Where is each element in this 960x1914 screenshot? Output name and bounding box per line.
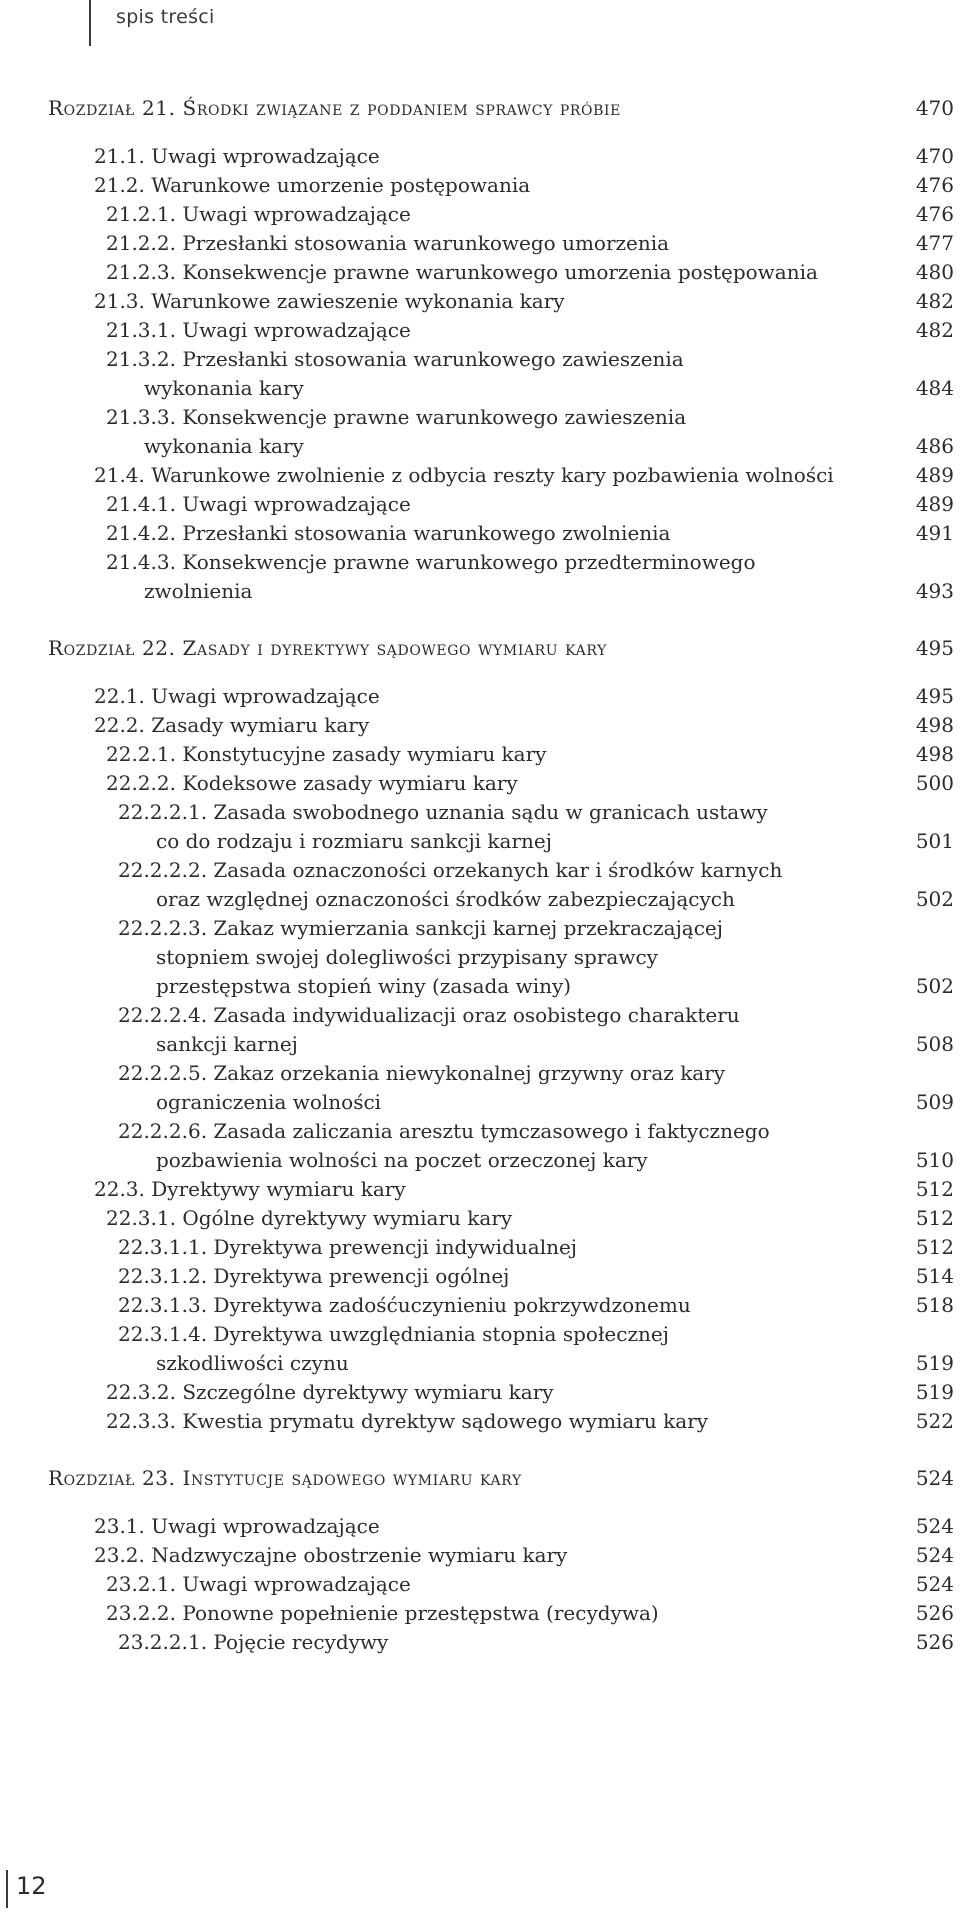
- toc-entry-page-number: 512: [915, 1235, 954, 1259]
- toc-entry-title-line: 21.2.1. Uwagi wprowadzające: [106, 202, 411, 226]
- toc-entry[interactable]: [48, 461, 954, 490]
- toc-entry-title-line: 22.3.1.2. Dyrektywa prewencji ogólnej: [118, 1264, 510, 1288]
- toc-entry-page-number: 501: [915, 829, 954, 853]
- toc-entry-title-line: 23.2.1. Uwagi wprowadzające: [106, 1572, 411, 1596]
- chapter-page-number: 495: [915, 636, 954, 660]
- toc-entry-page-number: 493: [915, 579, 954, 603]
- toc-entry[interactable]: [48, 171, 954, 200]
- toc-entry-title-line: 22.2.2.6. Zasada zaliczania aresztu tymczasowego i faktycznego: [118, 1119, 770, 1143]
- page-number-rule: [6, 1870, 8, 1908]
- toc-entry[interactable]: [48, 682, 954, 711]
- toc-entry[interactable]: [48, 1570, 954, 1599]
- toc-entry[interactable]: [48, 519, 954, 548]
- toc-entry-page-number: 477: [915, 231, 954, 255]
- toc-entry-title-line: szkodliwości czynu: [156, 1351, 349, 1375]
- toc-entry[interactable]: [48, 1628, 954, 1657]
- toc-entry-title-line: 21.2. Warunkowe umorzenie postępowania: [94, 173, 531, 197]
- toc-entry-title-line: 22.3.3. Kwestia prymatu dyrektyw sądowego wymiaru kary: [106, 1409, 709, 1433]
- toc-entry[interactable]: [48, 914, 954, 1001]
- toc-entry-title-line: 22.3.1.4. Dyrektywa uwzględniania stopnia społecznej: [118, 1322, 669, 1346]
- toc-entry-title-line: 22.2.2.3. Zakaz wymierzania sankcji karnej przekraczającej: [118, 916, 723, 940]
- toc-entry-title-line: 22.3.1.3. Dyrektywa zadośćuczynieniu pokrzywdzonemu: [118, 1293, 691, 1317]
- toc-entry-page-number: 476: [915, 173, 954, 197]
- toc-entry[interactable]: [48, 1599, 954, 1628]
- toc-entry-title-line: wykonania kary: [144, 376, 304, 400]
- toc-entry[interactable]: [48, 403, 954, 461]
- toc-entry-page-number: 470: [915, 144, 954, 168]
- toc-entry-page-number: 509: [915, 1090, 954, 1114]
- chapter-entries: [48, 682, 958, 1436]
- chapter-heading[interactable]: [48, 96, 954, 120]
- toc-entry[interactable]: [48, 1262, 954, 1291]
- toc-entry-title-line: zwolnienia: [144, 579, 253, 603]
- toc-entry[interactable]: [48, 200, 954, 229]
- toc-entry-page-number: 486: [915, 434, 954, 458]
- toc-entry-title-line: 22.2. Zasady wymiaru kary: [94, 713, 370, 737]
- toc-entry-page-number: 484: [915, 376, 954, 400]
- toc-entry[interactable]: [48, 548, 954, 606]
- chapter-entries: [48, 1512, 958, 1657]
- toc-entry-title-line: 23.2.2. Ponowne popełnienie przestępstwa (recydywa): [106, 1601, 659, 1625]
- toc-entry-title-line: 22.2.2.4. Zasada indywidualizacji oraz osobistego charakteru: [118, 1003, 740, 1027]
- toc-entry-title-line: 22.2.2.1. Zasada swobodnego uznania sądu w granicach ustawy: [118, 800, 768, 824]
- toc-entry-page-number: 489: [915, 463, 954, 487]
- toc-entry-page-number: 502: [915, 974, 954, 998]
- toc-entry[interactable]: [48, 798, 954, 856]
- toc-entry-title-line: 22.2.2. Kodeksowe zasady wymiaru kary: [106, 771, 518, 795]
- toc-entry-title-line: sankcji karnej: [156, 1032, 298, 1056]
- toc-entry-title-line: 21.3.2. Przesłanki stosowania warunkowego zawieszenia: [106, 347, 684, 371]
- toc-entry-title-line: 22.2.2.5. Zakaz orzekania niewykonalnej grzywny oraz kary: [118, 1061, 726, 1085]
- toc-entry-page-number: 510: [915, 1148, 954, 1172]
- toc-entry-title-line: 21.3.3. Konsekwencje prawne warunkowego zawieszenia: [106, 405, 687, 429]
- toc-entry-page-number: 512: [915, 1206, 954, 1230]
- chapter-title: Rozdział 22. Zasady i dyrektywy sądowego wymiaru kary: [48, 636, 607, 660]
- chapter-heading[interactable]: [48, 636, 954, 660]
- toc-entry-page-number: 512: [915, 1177, 954, 1201]
- toc-entry-title-line: 21.4.2. Przesłanki stosowania warunkowego zwolnienia: [106, 521, 671, 545]
- toc-entry-title-line: 21.4. Warunkowe zwolnienie z odbycia reszty kary pozbawienia wolności: [94, 463, 834, 487]
- toc-entry-page-number: 524: [915, 1543, 954, 1567]
- toc-entry-title-line: 22.3. Dyrektywy wymiaru kary: [94, 1177, 406, 1201]
- toc-entry[interactable]: [48, 1378, 954, 1407]
- toc-entry[interactable]: [48, 1291, 954, 1320]
- toc-entry[interactable]: [48, 711, 954, 740]
- chapter-page-number: 470: [915, 96, 954, 120]
- toc-entry[interactable]: [48, 1175, 954, 1204]
- toc-entry[interactable]: [48, 142, 954, 171]
- toc-entry-page-number: 489: [915, 492, 954, 516]
- toc-entry[interactable]: [48, 1320, 954, 1378]
- toc-entry-title-line: 21.3. Warunkowe zawieszenie wykonania kary: [94, 289, 565, 313]
- toc-entry-page-number: 526: [915, 1630, 954, 1654]
- toc-entry[interactable]: [48, 1407, 954, 1436]
- toc-entry-title-line: 22.3.1. Ogólne dyrektywy wymiaru kary: [106, 1206, 513, 1230]
- toc-entry-title-line: 22.2.2.2. Zasada oznaczoności orzekanych kar i środków karnych: [118, 858, 783, 882]
- toc-entry-title-line: oraz względnej oznaczoności środków zabezpieczających: [156, 887, 735, 911]
- toc-entry-page-number: 519: [915, 1351, 954, 1375]
- toc-entry-page-number: 491: [915, 521, 954, 545]
- toc-entry-title-line: 22.3.1.1. Dyrektywa prewencji indywidualnej: [118, 1235, 578, 1259]
- toc-entry[interactable]: [48, 345, 954, 403]
- toc-entry-page-number: 502: [915, 887, 954, 911]
- page-number: 12: [16, 1872, 47, 1900]
- toc-entry[interactable]: [48, 316, 954, 345]
- toc-entry-title-line: 21.2.3. Konsekwencje prawne warunkowego umorzenia postępowania: [106, 260, 818, 284]
- toc-entry-page-number: 522: [915, 1409, 954, 1433]
- table-of-contents: [48, 96, 958, 1687]
- toc-entry-title-line: 21.1. Uwagi wprowadzające: [94, 144, 380, 168]
- toc-entry-page-number: 500: [915, 771, 954, 795]
- chapter-entries: [48, 142, 958, 606]
- toc-entry[interactable]: [48, 740, 954, 769]
- toc-entry-page-number: 498: [915, 713, 954, 737]
- toc-entry-page-number: 526: [915, 1601, 954, 1625]
- toc-entry-title-line: 22.2.1. Konstytucyjne zasady wymiaru kary: [106, 742, 547, 766]
- toc-entry[interactable]: [48, 1059, 954, 1117]
- toc-entry[interactable]: [48, 1204, 954, 1233]
- toc-entry[interactable]: [48, 258, 954, 287]
- header-rule: [89, 0, 91, 46]
- toc-entry-page-number: 480: [915, 260, 954, 284]
- toc-entry-title-line: wykonania kary: [144, 434, 304, 458]
- toc-entry-page-number: 518: [915, 1293, 954, 1317]
- toc-entry-title-line: 21.2.2. Przesłanki stosowania warunkowego umorzenia: [106, 231, 670, 255]
- toc-entry-title-line: stopniem swojej dolegliwości przypisany sprawcy: [156, 945, 658, 969]
- toc-entry-page-number: 508: [915, 1032, 954, 1056]
- toc-entry[interactable]: [48, 1117, 954, 1175]
- toc-entry-title-line: 21.4.1. Uwagi wprowadzające: [106, 492, 411, 516]
- toc-entry-title-line: 23.2.2.1. Pojęcie recydywy: [118, 1630, 389, 1654]
- toc-entry[interactable]: [48, 1541, 954, 1570]
- toc-entry[interactable]: [48, 1512, 954, 1541]
- toc-entry-title-line: ograniczenia wolności: [156, 1090, 382, 1114]
- toc-entry-page-number: 482: [915, 318, 954, 342]
- toc-entry-page-number: 519: [915, 1380, 954, 1404]
- toc-entry-page-number: 524: [915, 1514, 954, 1538]
- toc-entry-title-line: 22.3.2. Szczególne dyrektywy wymiaru kary: [106, 1380, 554, 1404]
- toc-entry-title-line: 23.2. Nadzwyczajne obostrzenie wymiaru kary: [94, 1543, 568, 1567]
- toc-entry-title-line: 21.4.3. Konsekwencje prawne warunkowego przedterminowego: [106, 550, 756, 574]
- toc-entry-page-number: 524: [915, 1572, 954, 1596]
- toc-entry-page-number: 482: [915, 289, 954, 313]
- toc-entry-page-number: 498: [915, 742, 954, 766]
- toc-entry-title-line: 22.1. Uwagi wprowadzające: [94, 684, 380, 708]
- toc-entry-page-number: 495: [915, 684, 954, 708]
- toc-entry-page-number: 514: [915, 1264, 954, 1288]
- toc-entry[interactable]: [48, 1233, 954, 1262]
- toc-entry[interactable]: [48, 769, 954, 798]
- toc-entry[interactable]: [48, 856, 954, 914]
- chapter-title: Rozdział 21. Środki związane z poddaniem sprawcy próbie: [48, 96, 621, 120]
- toc-entry[interactable]: [48, 229, 954, 258]
- toc-entry-title-line: co do rodzaju i rozmiaru sankcji karnej: [156, 829, 552, 853]
- chapter-heading[interactable]: [48, 1466, 954, 1490]
- chapter-title: Rozdział 23. Instytucje sądowego wymiaru kary: [48, 1466, 522, 1490]
- toc-entry[interactable]: [48, 490, 954, 519]
- toc-entry-page-number: 476: [915, 202, 954, 226]
- toc-entry-title-line: pozbawienia wolności na poczet orzeczonej kary: [156, 1148, 648, 1172]
- toc-entry-title-line: 21.3.1. Uwagi wprowadzające: [106, 318, 411, 342]
- toc-entry-title-line: 23.1. Uwagi wprowadzające: [94, 1514, 380, 1538]
- chapter-page-number: 524: [915, 1466, 954, 1490]
- running-head: spis treści: [116, 6, 215, 28]
- toc-entry[interactable]: [48, 1001, 954, 1059]
- toc-entry-title-line: przestępstwa stopień winy (zasada winy): [156, 974, 572, 998]
- toc-entry[interactable]: [48, 287, 954, 316]
